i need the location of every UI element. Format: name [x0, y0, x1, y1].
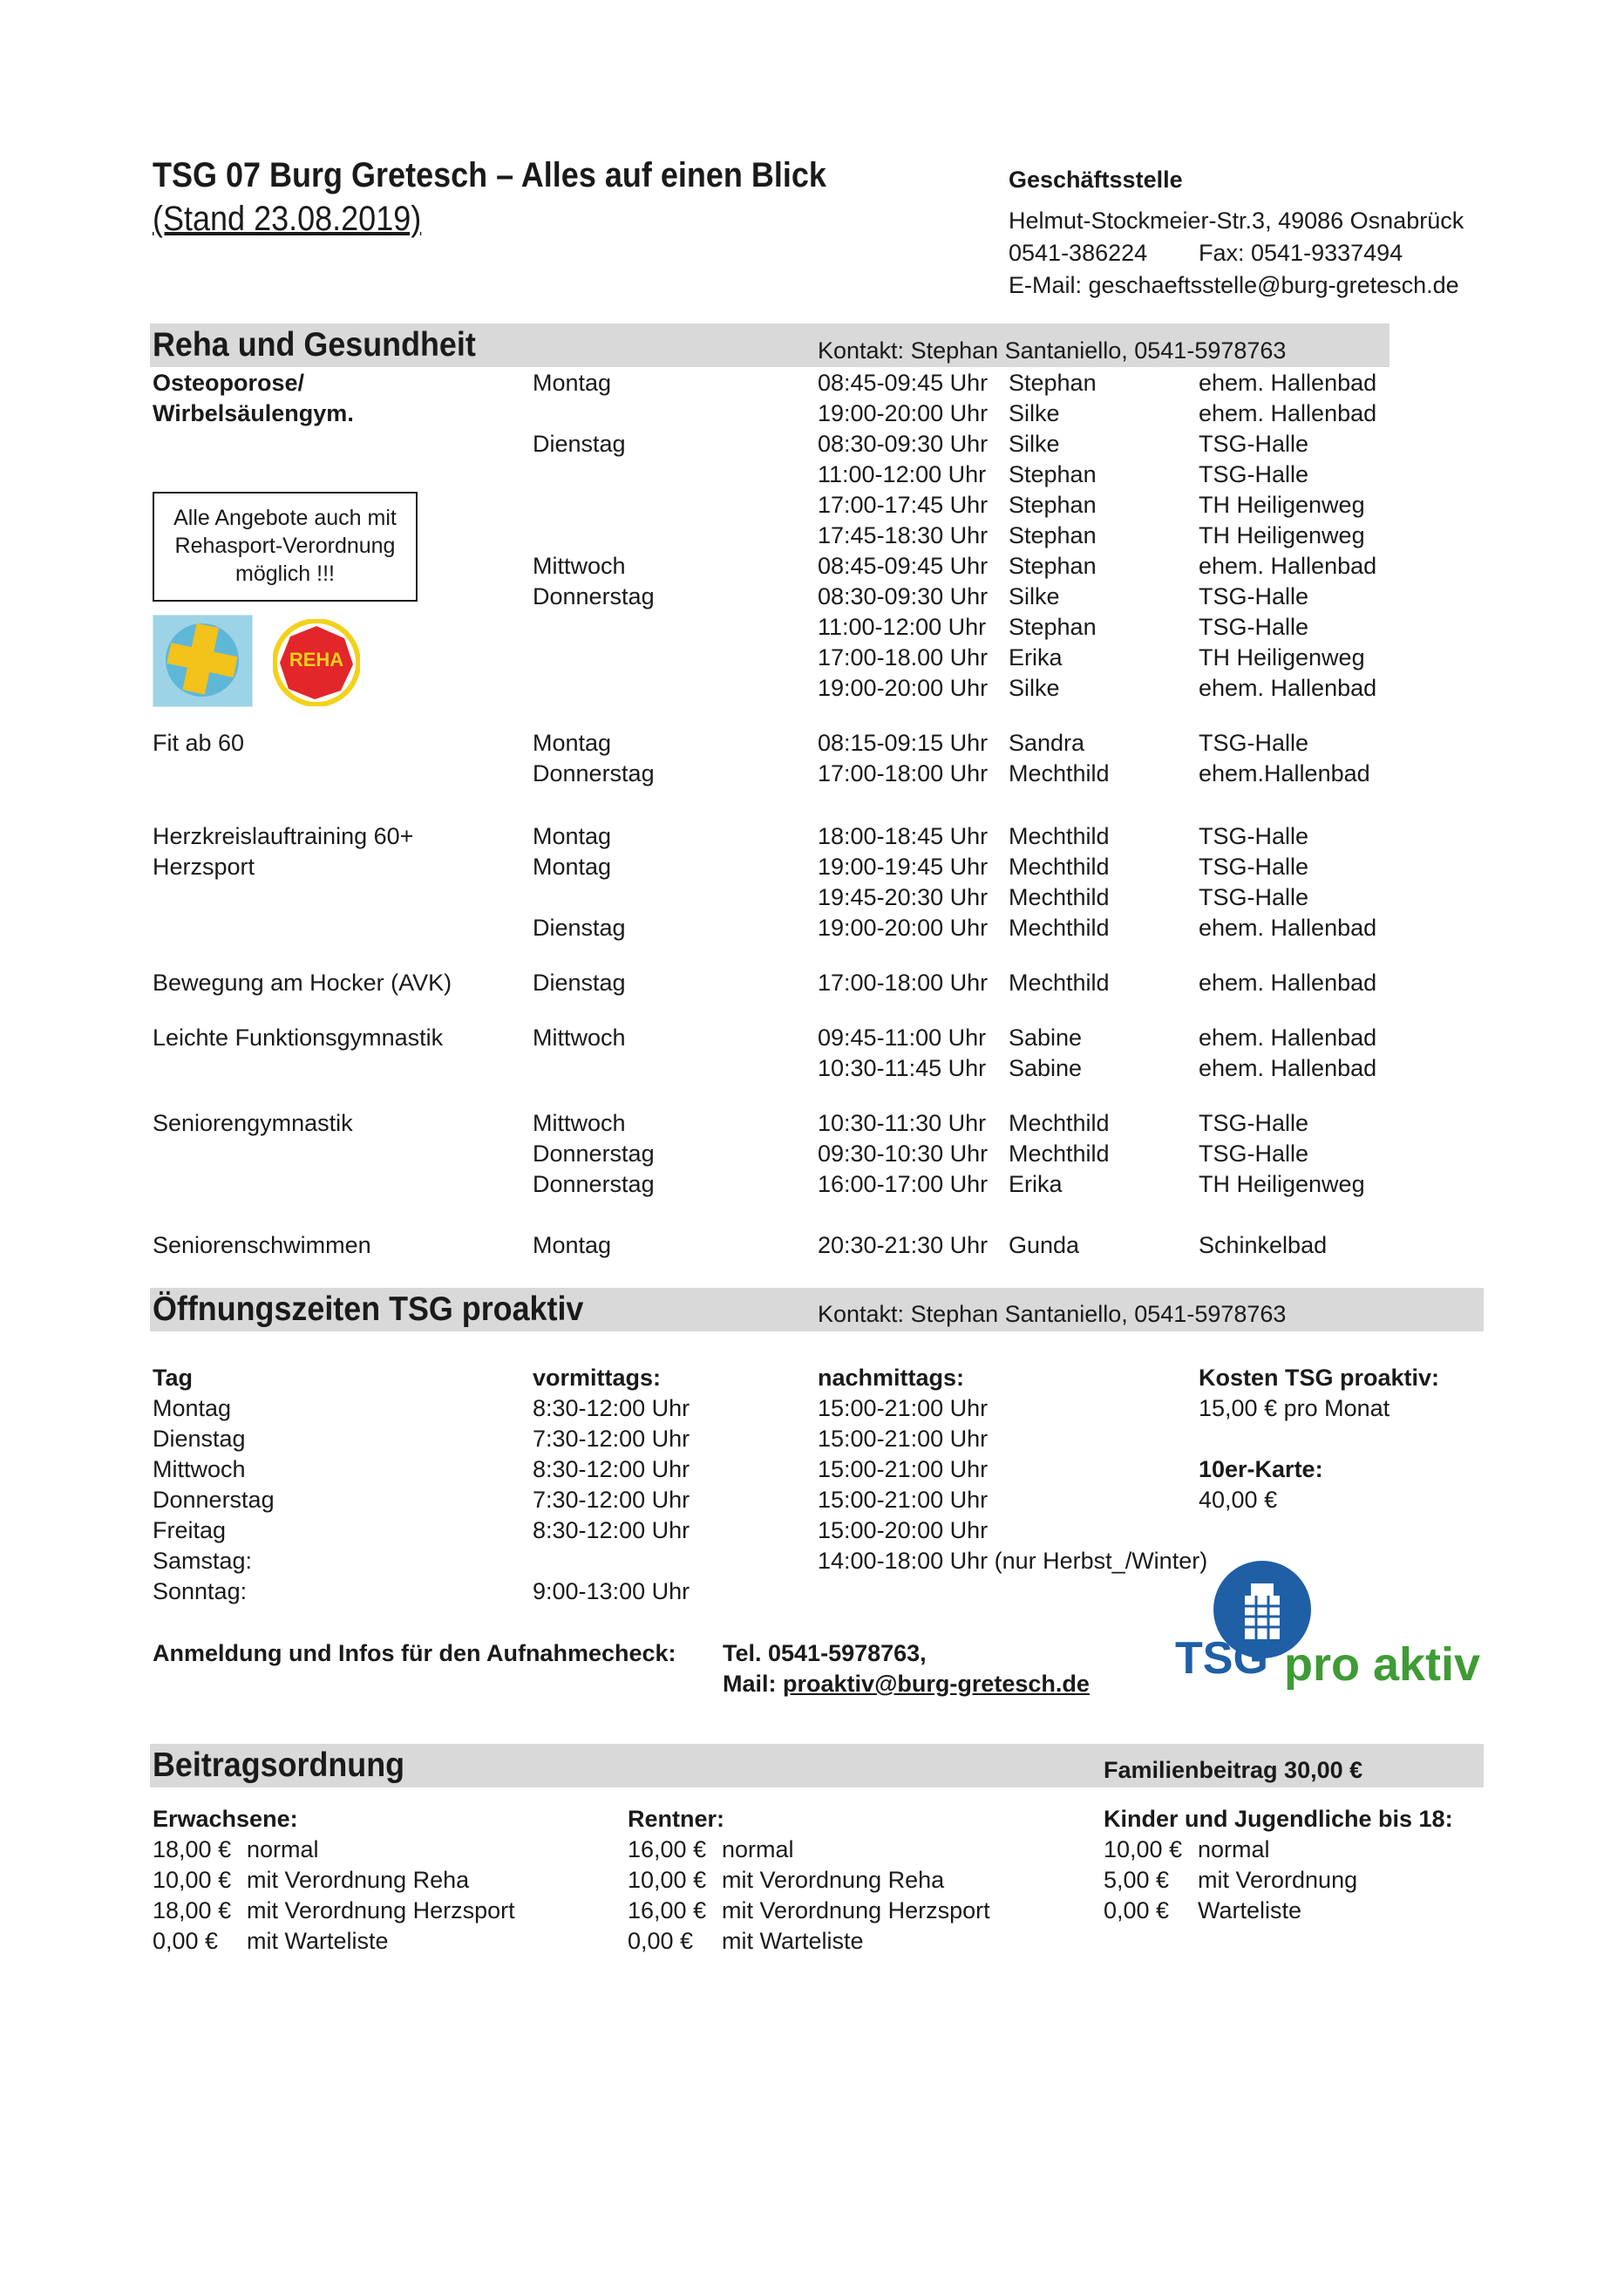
place-cell: TSG-Halle [1199, 461, 1309, 487]
place-cell: TSG-Halle [1199, 614, 1309, 640]
signup-mail-link[interactable]: proaktiv@burg-gretesch.de [783, 1671, 1090, 1697]
trainer-cell: Sabine [1009, 1055, 1083, 1081]
col-afternoon-header: nachmittags: [818, 1365, 965, 1391]
fee-group-label: Kinder und Jugendliche bis 18: [1104, 1806, 1453, 1832]
signup-mail-line [723, 1668, 1090, 1699]
fee-amount: 0,00 € [153, 1928, 219, 1954]
place-cell: TSG-Halle [1199, 1140, 1309, 1167]
table-row [0, 1052, 1624, 1084]
place-cell: TSG-Halle [1199, 823, 1309, 849]
time-cell: 19:00-20:00 Uhr [818, 400, 989, 426]
trainer-cell: Stephan [1009, 553, 1097, 579]
day-cell: Dienstag [533, 970, 626, 996]
time-cell: 08:30-09:30 Uhr [818, 583, 989, 609]
trainer-cell: Silke [1009, 400, 1060, 426]
fee-amount: 16,00 € [628, 1836, 707, 1862]
fee-amount: 0,00 € [628, 1928, 694, 1954]
fee-description: normal [247, 1836, 319, 1862]
place-cell: TSG-Halle [1199, 431, 1309, 457]
trainer-cell: Erika [1009, 1171, 1063, 1197]
place-cell: TSG-Halle [1199, 854, 1309, 880]
time-cell: 19:00-20:00 Uhr [818, 915, 989, 941]
place-cell: ehem. Hallenbad [1199, 553, 1377, 579]
proaktiv-heading: Öffnungszeiten TSG proaktiv [153, 1290, 584, 1328]
time-cell: 08:45-09:45 Uhr [818, 553, 989, 579]
time-cell: 17:45-18:30 Uhr [818, 522, 989, 548]
fee-amount: 10,00 € [153, 1867, 232, 1893]
reha-contact: Kontakt: Stephan Santaniello, 0541-5978763 [818, 337, 1287, 364]
table-row [0, 882, 1624, 913]
logo-tsg-text: TSG [1175, 1633, 1268, 1684]
table-row [0, 459, 1624, 490]
cost-label: Kosten TSG proaktiv: [1199, 1365, 1440, 1391]
table-row [0, 758, 1624, 789]
day-cell: Donnerstag [533, 583, 655, 609]
trainer-cell: Sabine [1009, 1025, 1083, 1051]
day-cell: Dienstag [153, 1426, 246, 1452]
day-cell: Mittwoch [153, 1456, 246, 1482]
logo-proaktiv-text: pro aktiv [1284, 1638, 1481, 1691]
fee-description: mit Verordnung [1198, 1867, 1358, 1893]
col-day-header: Tag [153, 1365, 193, 1391]
fee-description: mit Verordnung Herzsport [722, 1897, 990, 1923]
time-cell: 19:00-20:00 Uhr [818, 675, 989, 701]
course-cell: Fit ab 60 [153, 730, 245, 756]
place-cell: ehem. Hallenbad [1199, 370, 1377, 396]
fee-amount: 18,00 € [153, 1836, 232, 1862]
trainer-cell: Stephan [1009, 614, 1097, 640]
time-cell: 08:30-09:30 Uhr [818, 431, 989, 457]
trainer-cell: Mechthild [1009, 854, 1110, 880]
table-row [0, 1168, 1624, 1200]
trainer-cell: Mechthild [1009, 1140, 1110, 1167]
fee-description: mit Warteliste [247, 1928, 389, 1954]
morning-cell: 8:30-12:00 Uhr [533, 1456, 690, 1482]
afternoon-cell: 15:00-21:00 Uhr [818, 1395, 989, 1421]
fee-description: normal [1198, 1836, 1270, 1862]
time-cell: 10:30-11:30 Uhr [818, 1110, 987, 1136]
morning-cell: 9:00-13:00 Uhr [533, 1578, 690, 1604]
day-cell: Donnerstag [533, 1171, 655, 1197]
morning-cell: 7:30-12:00 Uhr [533, 1426, 690, 1452]
fee-amount: 5,00 € [1104, 1867, 1170, 1893]
trainer-cell: Mechthild [1009, 760, 1110, 786]
opening-hours-header-row [0, 1362, 1624, 1393]
reha-logo-text: REHA [289, 649, 344, 671]
trainer-cell: Silke [1009, 583, 1060, 609]
signup-mail-label: Mail: [723, 1671, 777, 1697]
trainer-cell: Mechthild [1009, 884, 1110, 910]
time-cell: 08:45-09:45 Uhr [818, 370, 989, 396]
time-cell: 10:30-11:45 Uhr [818, 1055, 987, 1081]
afternoon-cell: 15:00-21:00 Uhr [818, 1426, 989, 1452]
trainer-cell: Stephan [1009, 522, 1097, 548]
time-cell: 17:00-18.00 Uhr [818, 644, 989, 671]
place-cell: ehem.Hallenbad [1199, 760, 1370, 786]
office-phone: 0541-386224 [1009, 240, 1148, 266]
day-cell: Dienstag [533, 431, 626, 457]
day-cell: Montag [533, 370, 612, 396]
time-cell: 17:00-18:00 Uhr [818, 970, 989, 996]
morning-cell: 7:30-12:00 Uhr [533, 1487, 690, 1513]
place-cell: TSG-Halle [1199, 1110, 1309, 1136]
pluspunkt-gesundheit-logo-icon [153, 615, 253, 707]
office-label: Geschäftsstelle [1009, 167, 1183, 193]
table-row [0, 367, 1624, 398]
time-cell: 19:00-19:45 Uhr [818, 854, 989, 880]
place-cell: TSG-Halle [1199, 730, 1309, 756]
time-cell: 09:45-11:00 Uhr [818, 1025, 987, 1051]
course-cell: Bewegung am Hocker (AVK) [153, 970, 452, 996]
afternoon-cell: 15:00-21:00 Uhr [818, 1487, 989, 1513]
morning-cell: 8:30-12:00 Uhr [533, 1517, 690, 1543]
fee-description: mit Verordnung Reha [247, 1867, 470, 1893]
day-cell: Donnerstag [533, 1140, 655, 1167]
place-cell: ehem. Hallenbad [1199, 1025, 1377, 1051]
course-cell: Herzkreislauftraining 60+ [153, 823, 414, 849]
table-row [0, 727, 1624, 759]
fees-heading: Beitragsordnung [153, 1746, 405, 1784]
signup-label: Anmeldung und Infos für den Aufnahmecheck: [153, 1640, 676, 1666]
fee-amount: 18,00 € [153, 1897, 232, 1923]
day-cell: Montag [533, 854, 612, 880]
time-cell: 20:30-21:30 Uhr [818, 1232, 989, 1258]
time-cell: 09:30-10:30 Uhr [818, 1140, 989, 1167]
table-row [0, 1484, 1624, 1515]
trainer-cell: Mechthild [1009, 1110, 1110, 1136]
time-cell: 08:15-09:15 Uhr [818, 730, 989, 756]
office-fax: Fax: 0541-9337494 [1199, 240, 1403, 266]
course-cell: Wirbelsäulengym. [153, 400, 354, 426]
family-fee: Familienbeitrag 30,00 € [1104, 1757, 1363, 1783]
time-cell: 18:00-18:45 Uhr [818, 823, 989, 849]
day-cell: Sonntag: [153, 1578, 248, 1604]
trainer-cell: Erika [1009, 644, 1063, 671]
place-cell: Schinkelbad [1199, 1232, 1328, 1258]
time-cell: 11:00-12:00 Uhr [818, 614, 987, 640]
afternoon-cell: 15:00-20:00 Uhr [818, 1517, 989, 1543]
table-row [0, 912, 1624, 943]
trainer-cell: Gunda [1009, 1232, 1080, 1258]
office-address: Helmut-Stockmeier-Str.3, 49086 Osnabrück [1009, 208, 1464, 234]
day-cell: Montag [533, 1232, 612, 1258]
fee-group-label: Erwachsene: [153, 1806, 298, 1832]
day-cell: Samstag: [153, 1548, 253, 1574]
trainer-cell: Mechthild [1009, 823, 1110, 849]
table-row [0, 1454, 1624, 1485]
table-row [0, 1229, 1624, 1261]
time-cell: 11:00-12:00 Uhr [818, 461, 987, 487]
trainer-cell: Silke [1009, 675, 1060, 701]
place-cell: ehem. Hallenbad [1199, 970, 1377, 996]
course-cell: Leichte Funktionsgymnastik [153, 1025, 444, 1051]
course-cell: Seniorengymnastik [153, 1110, 353, 1136]
trainer-cell: Stephan [1009, 461, 1097, 487]
table-row [0, 851, 1624, 882]
fee-amount: 16,00 € [628, 1897, 707, 1923]
fee-description: normal [722, 1836, 794, 1862]
place-cell: TH Heiligenweg [1199, 1171, 1365, 1197]
fee-amount: 0,00 € [1104, 1897, 1170, 1923]
tsg-proaktiv-logo [1172, 1561, 1481, 1692]
course-cell: Seniorenschwimmen [153, 1232, 371, 1258]
place-cell: ehem. Hallenbad [1199, 915, 1377, 941]
place-cell: TSG-Halle [1199, 583, 1309, 609]
cost-value: 15,00 € pro Monat [1199, 1395, 1390, 1421]
trainer-cell: Mechthild [1009, 970, 1110, 996]
card-value: 40,00 € [1199, 1487, 1278, 1513]
day-cell: Montag [533, 823, 612, 849]
fee-group-label: Rentner: [628, 1806, 725, 1832]
time-cell: 19:45-20:30 Uhr [818, 884, 989, 910]
course-cell: Herzsport [153, 854, 255, 880]
card-label: 10er-Karte: [1199, 1456, 1323, 1482]
office-email[interactable]: E-Mail: geschaeftsstelle@burg-gretesch.de [1009, 272, 1459, 298]
place-cell: ehem. Hallenbad [1199, 400, 1377, 426]
table-row [0, 1515, 1624, 1546]
day-cell: Donnerstag [153, 1487, 275, 1513]
place-cell: TH Heiligenweg [1199, 492, 1365, 518]
fee-description: mit Warteliste [722, 1928, 864, 1954]
trainer-cell: Mechthild [1009, 915, 1110, 941]
time-cell: 17:00-17:45 Uhr [818, 492, 989, 518]
signup-tel: Tel. 0541-5978763, [723, 1640, 927, 1666]
fee-amount: 10,00 € [1104, 1836, 1183, 1862]
table-row [0, 428, 1624, 460]
morning-cell: 8:30-12:00 Uhr [533, 1395, 690, 1421]
day-cell: Dienstag [533, 915, 626, 941]
afternoon-cell: 15:00-21:00 Uhr [818, 1456, 989, 1482]
table-row [0, 1022, 1624, 1053]
time-cell: 17:00-18:00 Uhr [818, 760, 989, 786]
table-row [0, 1138, 1624, 1169]
place-cell: TH Heiligenweg [1199, 522, 1365, 548]
trainer-cell: Sandra [1009, 730, 1085, 756]
table-row [0, 820, 1624, 852]
day-cell: Montag [153, 1395, 232, 1421]
fee-description: Warteliste [1198, 1897, 1302, 1923]
table-row [0, 967, 1624, 998]
place-cell: ehem. Hallenbad [1199, 675, 1377, 701]
time-cell: 16:00-17:00 Uhr [818, 1171, 989, 1197]
day-cell: Montag [533, 730, 612, 756]
reha-logo-icon [273, 619, 360, 706]
fee-description: mit Verordnung Herzsport [247, 1897, 515, 1923]
reha-heading: Reha und Gesundheit [153, 326, 476, 364]
day-cell: Mittwoch [533, 553, 626, 579]
table-row [0, 1107, 1624, 1139]
table-row [0, 398, 1624, 429]
trainer-cell: Silke [1009, 431, 1060, 457]
trainer-cell: Stephan [1009, 492, 1097, 518]
day-cell: Mittwoch [533, 1110, 626, 1136]
table-row [0, 1423, 1624, 1454]
day-cell: Mittwoch [533, 1025, 626, 1051]
place-cell: TH Heiligenweg [1199, 644, 1365, 671]
page-subtitle: (Stand 23.08.2019) [153, 200, 422, 238]
course-cell: Osteoporose/ [153, 370, 305, 396]
col-morning-header: vormittags: [533, 1365, 662, 1391]
place-cell: TSG-Halle [1199, 884, 1309, 910]
afternoon-cell: 14:00-18:00 Uhr (nur Herbst_/Winter) [818, 1548, 1208, 1574]
fee-amount: 10,00 € [628, 1867, 707, 1893]
trainer-cell: Stephan [1009, 370, 1097, 396]
place-cell: ehem. Hallenbad [1199, 1055, 1377, 1081]
day-cell: Donnerstag [533, 760, 655, 786]
fee-description: mit Verordnung Reha [722, 1867, 945, 1893]
page-title: TSG 07 Burg Gretesch – Alles auf einen Blick [153, 156, 826, 194]
rehasport-note-box: Alle Angebote auch mit Rehasport-Verordnung möglich !!! [153, 492, 418, 602]
day-cell: Freitag [153, 1517, 227, 1543]
proaktiv-contact: Kontakt: Stephan Santaniello, 0541-5978763 [818, 1301, 1287, 1327]
